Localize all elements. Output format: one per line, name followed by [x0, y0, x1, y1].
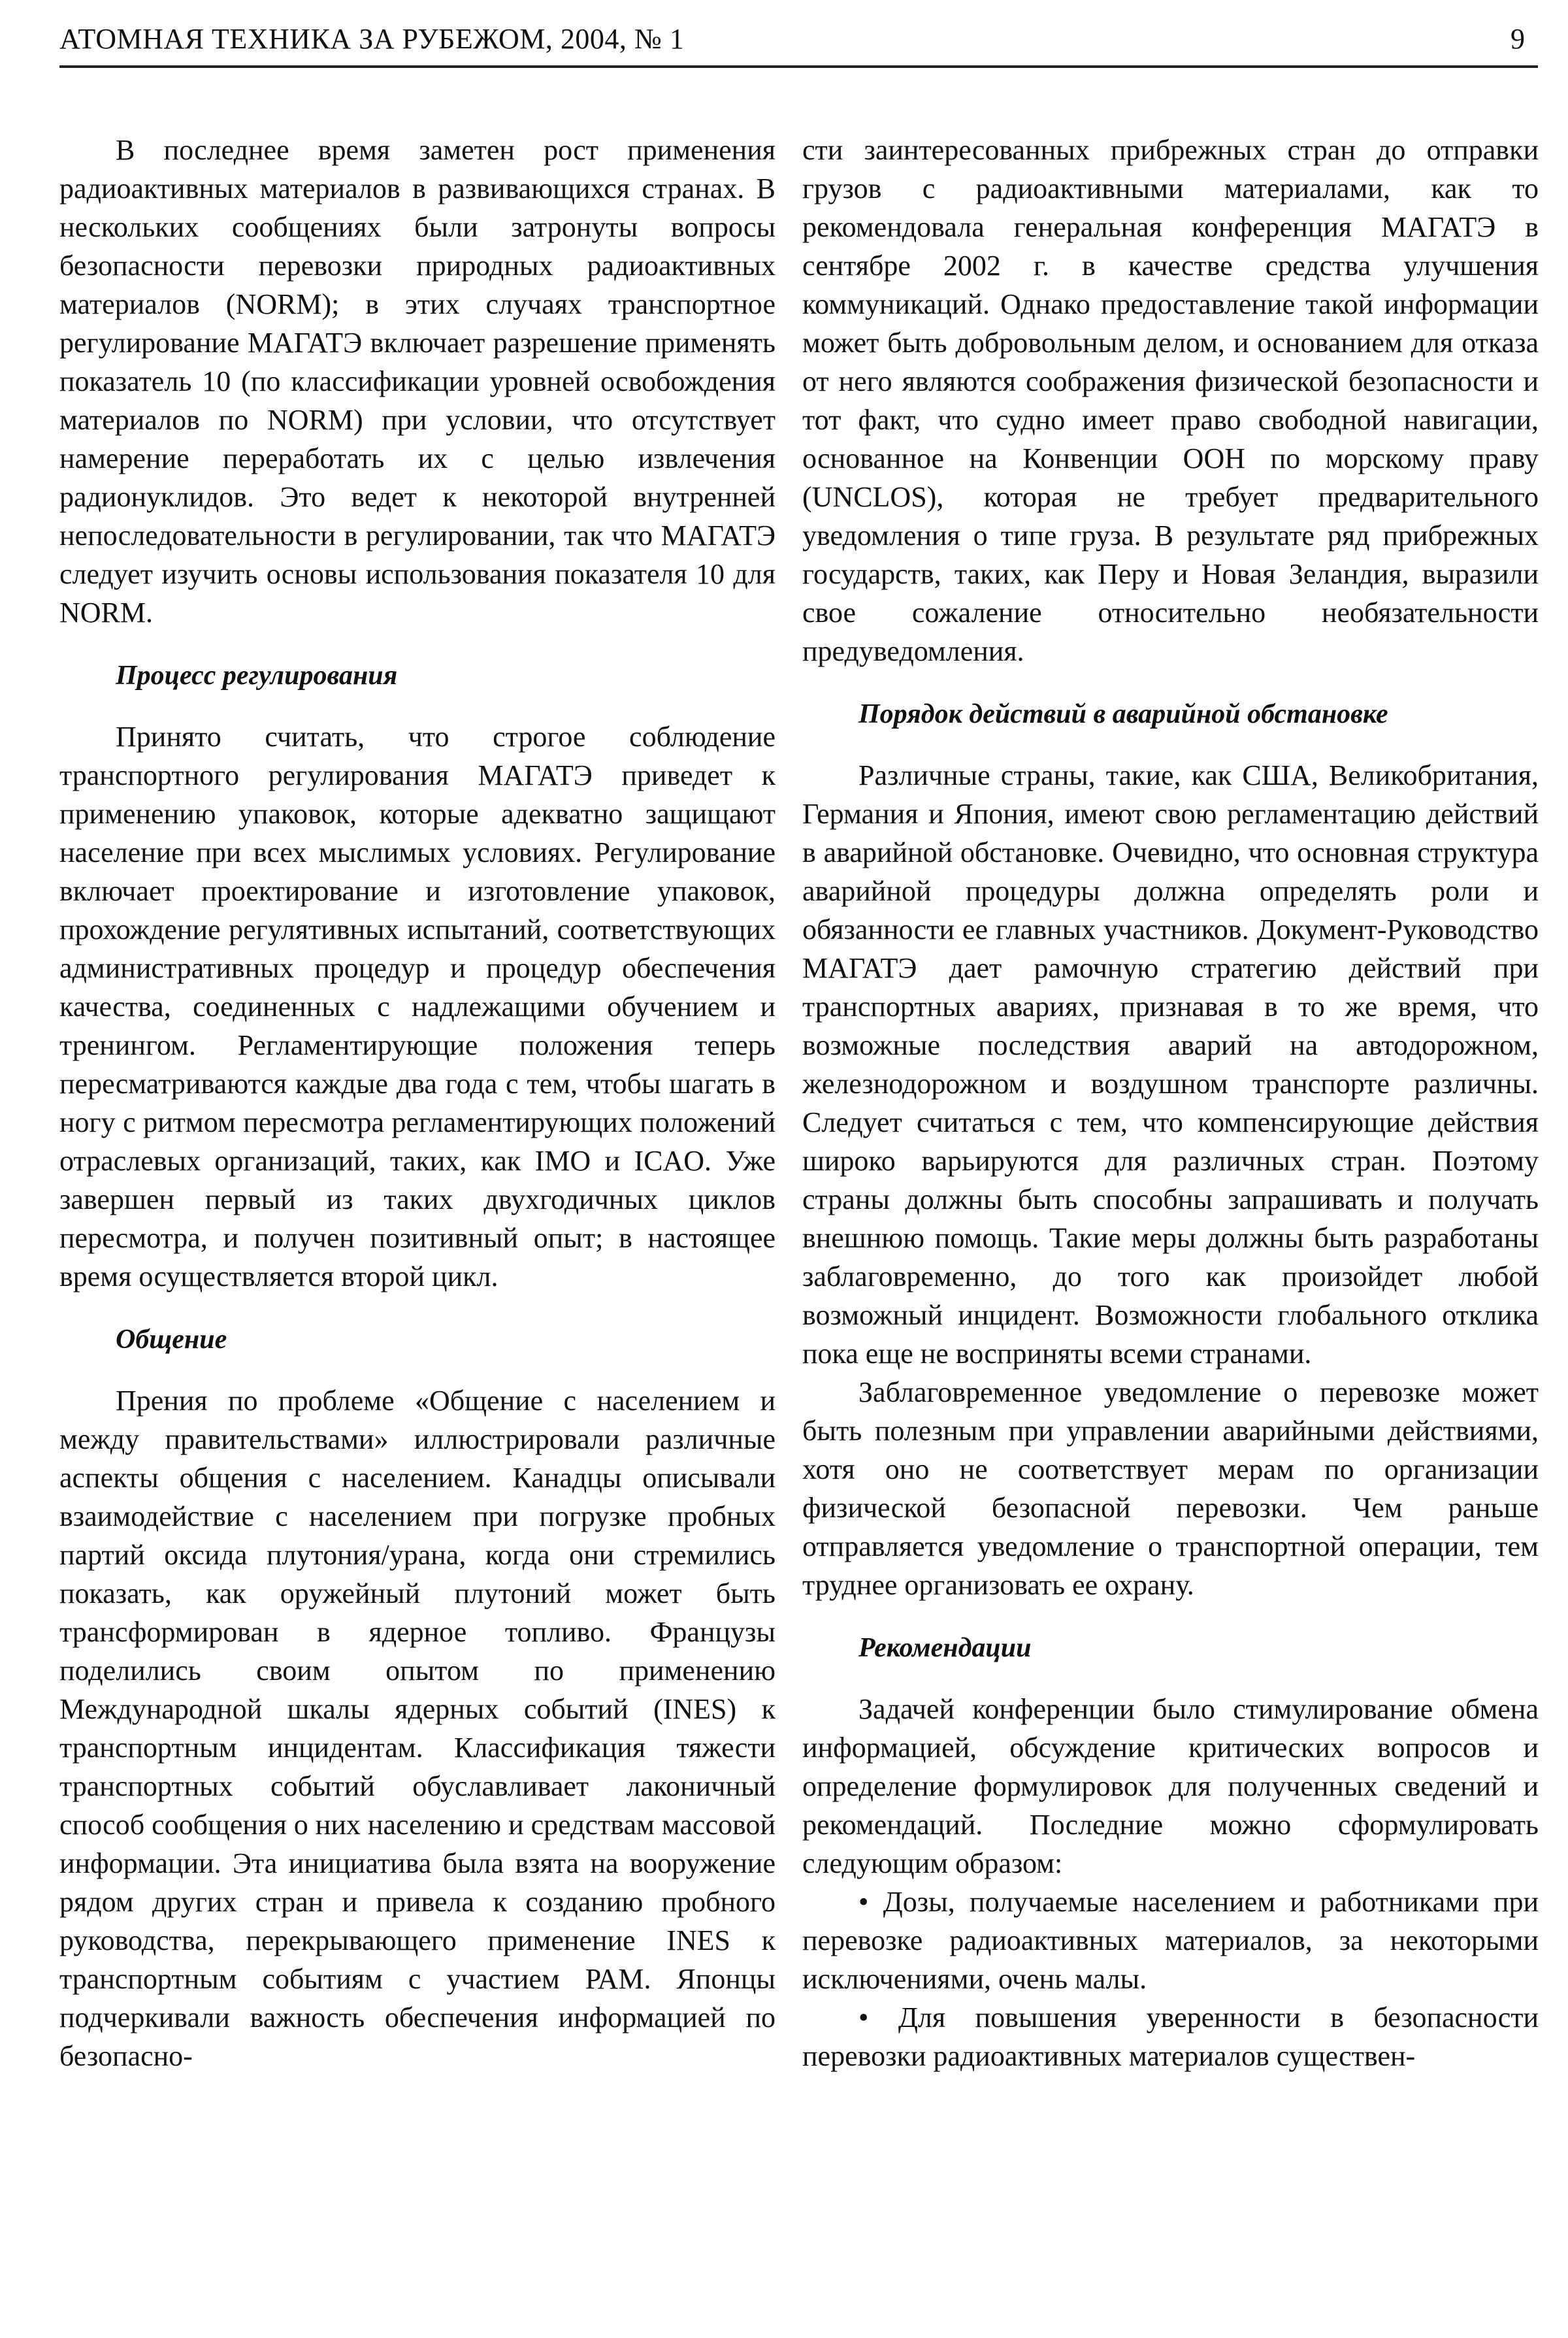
right-column [802, 131, 1539, 2075]
paragraph: В последнее время заметен рост применения радиоактивных материалов в развивающихся странах. В нескольких сообщениях были затронуты вопросы безопасности перевозки природных радиоактивных материалов (NORM); в этих случаях транспортное регулирование МАГАТЭ включает разрешение применять показатель 10 (по классификации уровней освобождения материалов по NORM) при условии, что отсутствует намерение переработать их с целью извлечения радионуклидов. Это ведет к некоторой внутренней непоследовательности в регулировании, так что МАГАТЭ следует изучить основы использования показателя 10 для NORM. [59, 134, 776, 629]
paragraph: Прения по проблеме «Общение с населением и между правительствами» иллюстрировали различные аспекты общения с населением. Канадцы описывали взаимодействие с населением при погрузке пробных партий оксида плутония/урана, когда они стремились показать, как оружейный плутоний может быть трансформирован в ядерное топливо. Французы поделились своим опытом по применению Международной шкалы ядерных событий (INES) к транспортным инцидентам. Классификация тяжести транспортных событий обуславливает лаконичный способ сообщения о них населению и средствам массовой информации. Эта инициатива была взята на вооружение рядом других стран и привела к созданию пробного руководства, перекрывающего применение INES к транспортным событиям с участием РАМ. Японцы подчеркивали важность обеспечения информацией по безопасно- [59, 1385, 776, 2072]
journal-title: АТОМНАЯ ТЕХНИКА ЗА РУБЕЖОМ, 2004, № 1 [59, 23, 685, 55]
section-heading: Порядок действий в аварийной обстановке [858, 699, 1388, 729]
bullet-item: • Дозы, получаемые населением и работниками при перевозке радиоактивных материалов, за некоторыми исключениями, очень малы. [802, 1886, 1539, 1995]
paragraph: Задачей конференции было стимулирование обмена информацией, обсуждение критических вопросов и определение формулировок для полученных сведений и рекомендаций. Последние можно сформулировать следующим образом: [802, 1693, 1539, 1879]
section-heading: Рекомендации [858, 1633, 1032, 1663]
page-number: 9 [1511, 23, 1525, 55]
left-column [59, 131, 776, 2075]
paragraph: сти заинтересованных прибрежных стран до отправки грузов с радиоактивными материалами, как то рекомендовала генеральная конференция МАГАТЭ в сентябре 2002 г. в качестве средства улучшения коммуникаций. Однако предоставление такой информации может быть добровольным делом, и основанием для отказа от него являются соображения физической безопасности и тот факт, что судно имеет право свободной навигации, основанное на Конвенции ООН по морскому праву (UNCLOS), которая не требует предварительного уведомления о типе груза. В результате ряд прибрежных государств, таких, как Перу и Новая Зеландия, выразили свое сожаление относительно необязательности предуведомления. [802, 134, 1539, 667]
paragraph: Различные страны, такие, как США, Великобритания, Германия и Япония, имеют свою регламентацию действий в аварийной обстановке. Очевидно, что основная структура аварийной процедуры должна определять роли и обязанности ее главных участников. Документ-Руководство МАГАТЭ дает рамочную стратегию действий при транспортных авариях, признавая в то же время, что возможные последствия аварий на автодорожном, железнодорожном и воздушном транспорте различны. Следует считаться с тем, что компенсирующие действия широко варьируются для различных стран. Поэтому страны должны быть способны запрашивать и получать внешнюю помощь. Такие меры должны быть разработаны заблаговременно, до того как произойдет любой возможный инцидент. Возможности глобального отклика пока еще не восприняты всеми странами. [802, 759, 1539, 1370]
section-heading: Общение [116, 1325, 227, 1355]
running-header [59, 18, 1538, 68]
section-heading: Процесс регулирования [116, 661, 398, 691]
paragraph: Заблаговременное уведомление о перевозке может быть полезным при управлении аварийными действиями, хотя оно не соответствует мерам по организации физической безопасной перевозки. Чем раньше отправляется уведомление о транспортной операции, тем труднее организовать ее охрану. [802, 1376, 1539, 1601]
bullet-item: • Для повышения уверенности в безопасности перевозки радиоактивных материалов существен- [802, 2001, 1539, 2072]
paragraph: Принято считать, что строгое соблюдение транспортного регулирования МАГАТЭ приведет к применению упаковок, которые адекватно защищают население при всех мыслимых условиях. Регулирование включает проектирование и изготовление упаковок, прохождение регулятивных испытаний, соответствующих административных процедур и процедур обеспечения качества, соединенных с надлежащими обучением и тренингом. Регламентирующие положения теперь пересматриваются каждые два года с тем, чтобы шагать в ногу с ритмом пересмотра регламентирующих положений отраслевых организаций, таких, как IMO и ICAO. Уже завершен первый из таких двухгодичных циклов пересмотра, и получен позитивный опыт; в настоящее время осуществляется второй цикл. [59, 721, 776, 1292]
